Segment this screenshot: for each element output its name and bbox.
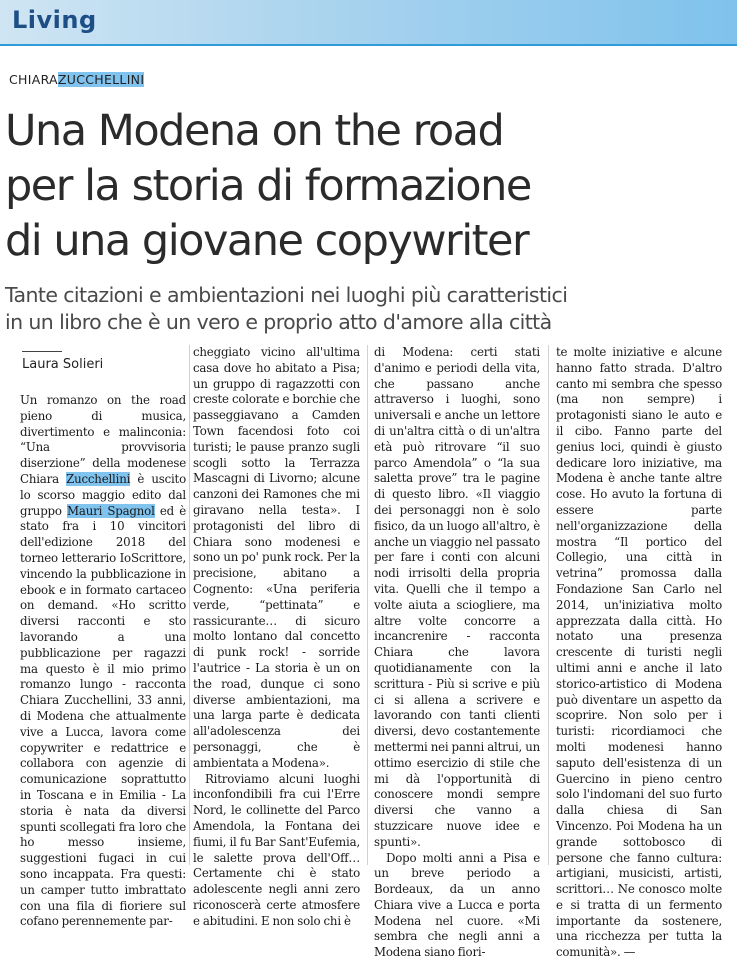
paragraph: cheggiato vicino all'ultima casa dove ho abitato a Pisa; un gruppo di ragazzotti con creste colorate e borchie che passeggiavano a Camden Town facendosi foto coi turisti; le pause pranzo sugli scogli sotto la Terrazza Mascagni di Livorno; alcune canzoni dei Ramones che mi giravano nella testa». I protagonisti del libro di Chiara sono modenesi e sono un po' punk rock. Per la precisione, abitano a Cognento: «Una periferia verde, “pettinata” e rassicurante… di sicuro molto lontano dal concetto di punk rock! - sorride l'autrice - La storia è un on the road, dunque ci sono diverse ambientazioni, ma una larga parte è dedicata all'adolescenza dei personaggi, che è ambientata a Modena». bbox=[193, 345, 360, 772]
publisher-highlight: Mauri Spagnol bbox=[67, 504, 155, 518]
article-column-3 bbox=[374, 345, 540, 865]
top-byline bbox=[9, 72, 144, 87]
text-run: Un romanzo on the road pieno di musica, divertimento e malinconia: “Una provvisoria diserzione” della modenese Chiara bbox=[20, 393, 186, 486]
subtitle-line: Tante citazioni e ambientazioni nei luoghi più caratteristici bbox=[5, 282, 732, 309]
paragraph: Ritroviamo alcuni luoghi inconfondibili fra cui l'Erre Nord, le collinette del Parco Amendola, la Fontana dei fiumi, il fu Bar Sant'Eufemia, le salette prova dell'Off… Certamente chi è stato adolescente negli anni zero riconoscerà certe atmosfere e abitudini. E non solo chi è bbox=[193, 772, 360, 930]
section-banner bbox=[0, 0, 737, 46]
text-run: è uscito lo scorso maggio edito dal gruppo bbox=[20, 472, 186, 518]
paragraph: di Modena: certi stati d'animo e periodi della vita, che passano anche attraverso i luoghi, sono universali e anche un lettore di un'altra città o di un'altra età può ritrovare “il suo parco Amendola” o “la sua saletta prove” tra le pagine di questo libro. «Il viaggio dei personaggi non è solo fisico, da un luogo all'altro, è anche un viaggio nel passato per fare i conti con alcuni nodi irrisolti della propria vita. Quelli che il tempo a volte aiuta a sciogliere, ma altre volte concorre a incancrenire - racconta Chiara che lavora quotidianamente con la scrittura - Più si scrive e più ci si allena a scrivere e lavorando con tanti clienti diversi, devo costantemente mettermi nei panni altrui, un ottimo esercizio di stile che mi dà l'opportunità di conoscere mondi sempre diversi che vanno a stuzzicare nuove idee e spunti». bbox=[374, 345, 540, 851]
paragraph bbox=[20, 393, 186, 930]
author-name: Laura Solieri bbox=[22, 357, 103, 372]
column-divider bbox=[367, 345, 368, 865]
byline-first-name: CHIARA bbox=[9, 72, 58, 87]
author-rule bbox=[22, 351, 62, 352]
column-divider bbox=[548, 345, 549, 865]
section-title: Living bbox=[12, 6, 97, 34]
article-column-2 bbox=[193, 345, 360, 865]
headline-line: di una giovane copywriter bbox=[5, 214, 732, 269]
subtitle bbox=[5, 282, 732, 336]
paragraph: te molte iniziative e alcune hanno fatto strada. D'altro canto mi sembra che spesso (ma non sempre) i protagonisti siano le auto e il cibo. Fanno parte del genius loci, quindi è giusto dedicare loro iniziative, ma Modena è anche tante altre cose. Ho avuto la fortuna di essere parte nell'organizzazione della mostra “Il portico del Collegio, una città in vetrina” promossa dalla Fondazione San Carlo nel 2014, un'iniziativa molto apprezzata dalla città. Ho notato una presenza crescente di turisti negli ultimi anni e anche il lato storico-artistico di Modena può diventare un aspetto da scoprire. Non solo per i turisti: ricordiamoci che molti modenesi hanno saputo dell'esistenza di un Guercino in pieno centro solo l'indomani del suo furto dalla chiesa di San Vincenzo. Poi Modena ha un grande sottobosco di persone che fanno cultura: artigiani, musicisti, artisti, scrittori… Ne conosco molte e si tratta di un fermento importante da sostenere, una ricchezza per tutta la comunità». — bbox=[556, 345, 722, 961]
text-run: ed è stato fra i 10 vincitori dell'edizione 2018 del torneo letterario IoScrittore, vincendo la pubblicazione in ebook e in formato cartaceo on demand. «Ho scritto diversi racconti e sto lavorando a una pubblicazione per ragazzi ma questo è il mio primo romanzo lungo - racconta Chiara Zucchellini, 33 anni, di Modena che attualmente vive a Lucca, lavora come copywriter e redattrice e collabora con agenzie di comunicazione soprattutto in Toscana e in Emilia - La storia è nata da diversi spunti scollegati fra loro che ho messo insieme, suggestioni fugaci in cui sono incappata. Fra questi: un camper tutto imbrattato con una fila di fioriere sul cofano perennemente par- bbox=[20, 504, 186, 929]
headline bbox=[5, 104, 732, 269]
headline-line: per la storia di formazione bbox=[5, 159, 732, 214]
byline-last-name-highlight: ZUCCHELLINI bbox=[58, 72, 144, 87]
paragraph: Dopo molti anni a Pisa e un breve periodo a Bordeaux, da un anno Chiara vive a Lucca e porta Modena nel cuore. «Mi sembra che negli anni a Modena siano fiori- bbox=[374, 851, 540, 961]
author-surname-highlight: Zucchellini bbox=[66, 472, 130, 486]
headline-line: Una Modena on the road bbox=[5, 104, 732, 159]
article-column-1 bbox=[20, 393, 186, 863]
article-column-4 bbox=[556, 345, 722, 865]
column-divider bbox=[189, 345, 190, 865]
subtitle-line: in un libro che è un vero e proprio atto d'amore alla città bbox=[5, 309, 732, 336]
